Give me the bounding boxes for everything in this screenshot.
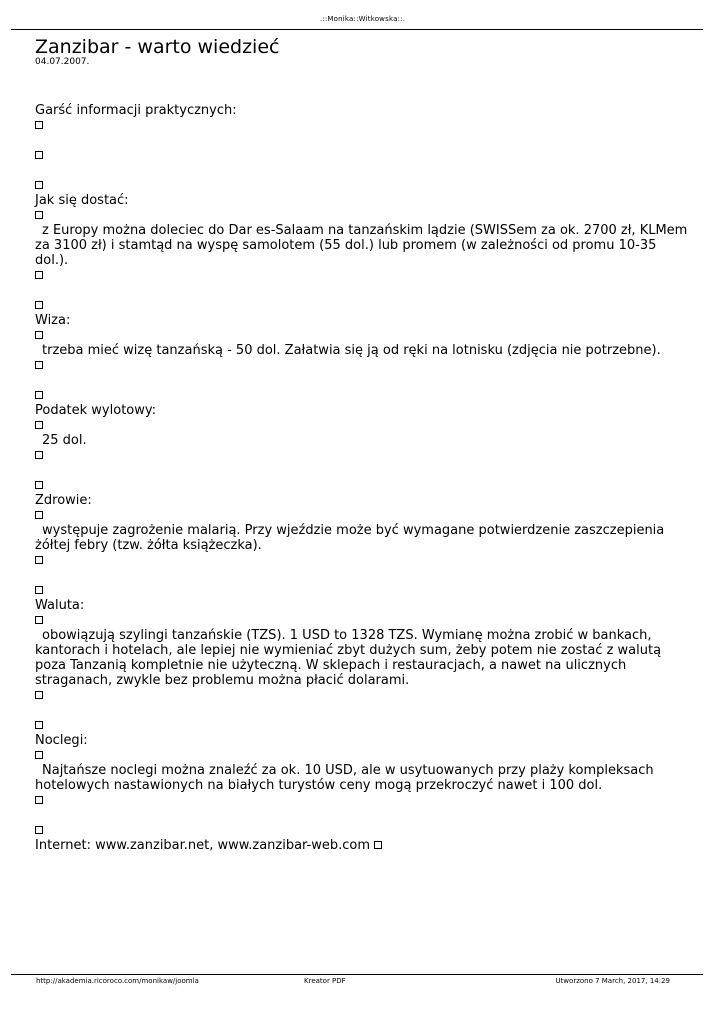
section-heading: Podatek wylotowy:	[35, 403, 157, 418]
section-text: trzeba mieć wizę tanzańską - 50 dol. Załatwia się ją od ręki na lotnisku (zdjęcia nie potrzebne).	[42, 343, 661, 358]
section-text: występuje zagrożenie malarią. Przy wjeździe może być wymagane potwierdzenie zaszczepienia żółtej febry (tzw. żółta książeczka).	[35, 523, 665, 553]
footer-generator: Kreator PDF	[304, 977, 346, 985]
section-heading: Wiza:	[35, 313, 71, 328]
placeholder-image-icon	[35, 211, 43, 219]
section-heading: Zdrowie:	[35, 493, 92, 508]
placeholder-image-icon	[35, 181, 43, 189]
placeholder-image-icon	[35, 361, 43, 369]
header-divider	[11, 29, 703, 30]
placeholder-image-icon	[35, 421, 43, 429]
section-heading: Noclegi:	[35, 733, 88, 748]
placeholder-image-icon	[35, 721, 43, 729]
placeholder-image-icon	[35, 481, 43, 489]
placeholder-image-icon	[35, 121, 43, 129]
placeholder-image-icon	[35, 331, 43, 339]
placeholder-image-icon	[35, 151, 43, 159]
placeholder-image-icon	[35, 826, 43, 834]
placeholder-image-icon	[374, 841, 382, 849]
internet-links: Internet: www.zanzibar.net, www.zanzibar-web.com	[35, 838, 371, 853]
placeholder-image-icon	[35, 691, 43, 699]
placeholder-image-icon	[35, 616, 43, 624]
placeholder-image-icon	[35, 451, 43, 459]
intro-text: Garść informacji praktycznych:	[35, 103, 237, 118]
section-heading: Waluta:	[35, 598, 85, 613]
placeholder-image-icon	[35, 391, 43, 399]
section-text: z Europy można doleciec do Dar es-Salaam na tanzańskim lądzie (SWISSem za ok. 2700 zł, KLMem za 3100 zł) i stamtąd na wyspę samolotem (55 dol.) lub promem (w zależności od promu 10-35 dol.).	[35, 223, 688, 268]
section-text: 25 dol.	[42, 433, 87, 448]
footer-created: Utworzono 7 March, 2017, 14:29	[555, 977, 670, 985]
placeholder-image-icon	[35, 796, 43, 804]
placeholder-image-icon	[35, 586, 43, 594]
footer-url: http://akademia.ricoroco.com/monikaw/joomla	[36, 977, 199, 985]
section-text: obowiązują szylingi tanzańskie (TZS). 1 USD to 1328 TZS. Wymianę można zrobić w bankach, kantorach i hotelach, ale lepiej nie wymieniać zbyt dużych sum, żeby potem nie zostać z walutą poza Tanzanią kompletnie nie użyteczną. W sklepach i restauracjach, a nawet na ulicznych straganach, zwykle bez problemu można płacić dolarami.	[35, 628, 662, 688]
article-title: Zanzibar - warto wiedzieć	[35, 36, 280, 58]
placeholder-image-icon	[35, 271, 43, 279]
placeholder-image-icon	[35, 751, 43, 759]
site-name: .::Monika::Witkowska::.	[319, 15, 406, 23]
placeholder-image-icon	[35, 556, 43, 564]
article-body	[35, 103, 690, 853]
section-text: Najtańsze noclegi można znaleźć za ok. 10 USD, ale w usytuowanych przy plaży kompleksach hotelowych nastawionych na białych turystów ceny mogą przekroczyć nawet i 100 dol.	[35, 763, 654, 793]
footer-divider	[11, 974, 703, 975]
article	[35, 36, 690, 853]
placeholder-image-icon	[35, 511, 43, 519]
section-heading: Jak się dostać:	[35, 193, 129, 208]
placeholder-image-icon	[35, 301, 43, 309]
article-date: 04.07.2007.	[35, 57, 90, 67]
